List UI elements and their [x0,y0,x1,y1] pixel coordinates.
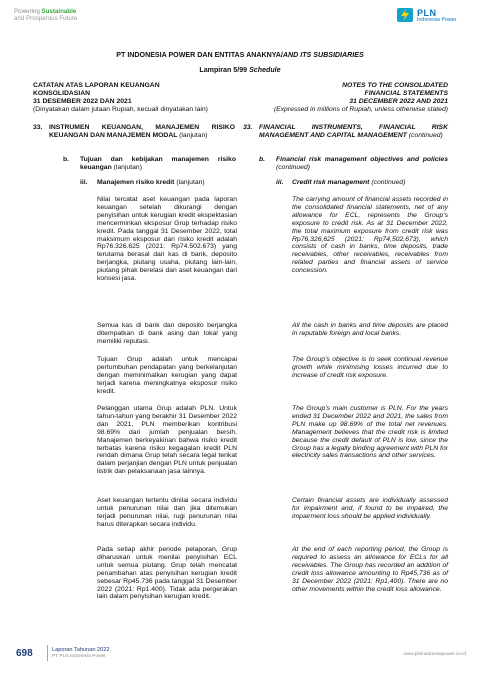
section-heading-right-cont: (continued) [408,131,443,139]
paragraph-id-3: Tujuan Grup adalah untuk mencapai pertumbuhan pendapatan yang berkelanjutan dengan meminimalkan kerugian yang dapat terjadi karena meningkatnya eksposur risiko kredit. [97,356,237,395]
paragraph-en-3: The Group's objective is to seek continual revenue growth while minimising losses incurred due to increase of credit risk exposure. [292,356,448,379]
caption-right-note: (Expressed in millions of Rupiah, unless otherwise stated) [273,105,448,113]
subsection-iii-heading-left-cont: (lanjutan) [176,179,205,186]
subsection-iii-number-left: iii. [80,179,88,186]
paragraph-en-6: At the end of each reporting period, the Group is required to assess an allowance for ECLs for all receivables. The Group has recorded an addition of credit loss allowance amounting to Rp45,736 as of 31 December 2022 (2021: Rp1,400). There are no other movements within the credit loss allowance. [292,546,448,593]
section-number-left: 33. [33,124,43,131]
paragraph-id-6: Pada setiap akhir periode pelaporan, Grup diharuskan untuk menilai penyisihan ECL untuk semua piutang. Grup telah mencatat penambahan atas penyisihan kerugian kredit sebesar Rp45.736 pada tanggal 31 Desember 2022 (2021: Rp1.400). Tidak ada pergerakan lain dalam penyisihan kerugian kredit. [97,546,237,601]
paragraph-id-4: Pelanggan utama Grup adalah PLN. Untuk tahun-tahun yang berakhir 31 Desember 2022 dan 2021, PLN memberikan kontribusi 98.69% dari jumlah penjualan bersih. Manajemen berkeyakinan bahwa risiko kredit terbatas karena risiko kegagalan kredit PLN rendah dimana Grup telah secara legal terikat dalam perjanjian dengan PLN untuk penjualan listrik dan pelaksanaan jasa lainnya. [97,405,237,476]
pln-logo-icon [396,7,414,23]
tagline-sub: and Prosperous Future [14,15,78,23]
subsection-iii-number-right: iii. [276,179,284,186]
paragraph-en-2: All the cash in banks and time deposits are placed in reputable foreign and local banks. [292,322,448,337]
tagline [14,8,77,22]
section-heading-right-text: FINANCIAL INSTRUMENTS, FINANCIAL RISK MANAGEMENT AND CAPITAL MANAGEMENT [259,124,448,139]
footer-report-sub: PT PLN Indonesia Power [52,653,106,659]
footer-divider [47,645,48,661]
subsection-iii-heading-right-cont: (continued) [371,179,406,186]
paragraph-id-1: Nilai tercatat aset keuangan pada laporan keuangan setelah dikurangi dengan penyisihan untuk kerugian kredit ekspektasian mencerminkan eksposur Grup terhadap risiko kredit. Pada tanggal 31 Desember 2022, total maksimum eksposur dari risiko kredit adalah Rp76.326.625 (2021: Rp74.502.673) yang terutama berasal dari kas di bank, deposito berjangka, piutang usaha, piutang lain-lain, piutang pihak berelasi dan aset keuangan dari konsesi jasa. [97,196,237,283]
schedule-en: Schedule [249,66,281,74]
company-title-id: PT INDONESIA POWER DAN ENTITAS ANAKNYA/ [116,51,283,59]
subsection-iii-heading-left-text: Manajemen risiko kredit [97,179,177,186]
subsection-b-heading-right-cont: (continued) [276,163,311,171]
paragraph-en-1: The carrying amount of financial assets recorded in the consolidated financial statements, net of any allowance for ECL, represents the Group's exposure to credit risk. As at 31 December 2022, the total maximum exposure from credit risk was Rp76,326,625 (2021: Rp74,502,673), which consists of cash in banks, time deposits, trade receivables, other receivables, receivables from related parties and financial assets of service concession. [292,196,448,275]
page-number: 698 [16,648,33,659]
subsection-b-letter-left: b. [63,156,70,163]
subsection-iii-heading-right [292,179,448,187]
caption-right-date: 31 DECEMBER 2022 AND 2021 [349,97,448,105]
section-number-right: 33. [243,124,253,131]
caption-left [33,82,238,114]
logo-name: PLN [417,8,437,18]
paragraph-en-5: Certain financial assets are individually assessed for impairment and, if found to be impaired, the impairment loss should be applied individually. [292,497,448,520]
tagline-emphasis: Sustainable [41,8,77,15]
section-heading-left [49,124,235,140]
paragraph-id-2: Semua kas di bank dan deposito berjangka ditempatkan di bank asing dan lokal yang memiliki reputasi. [97,322,237,345]
caption-right-title2: FINANCIAL STATEMENTS [364,89,448,97]
caption-left-date: 31 DESEMBER 2022 DAN 2021 [33,97,132,105]
schedule-id: Lampiran 5/99 [199,66,250,74]
caption-left-note: (Dinyatakan dalam jutaan Rupiah, kecuali dinyatakan lain) [33,105,208,113]
tagline-prefix: Powering [14,8,42,15]
section-heading-right [259,124,448,140]
subsection-b-letter-right: b. [259,156,266,163]
subsection-b-heading-right [276,156,448,172]
company-title [0,51,480,59]
caption-right-title1: NOTES TO THE CONSOLIDATED [342,82,448,89]
schedule-title [0,66,480,74]
logo-sub: Indonesia Power [417,17,457,23]
subsection-b-heading-left-cont: (lanjutan) [113,163,142,171]
subsection-b-heading-left [80,156,236,172]
paragraph-en-4: The Group's main customer is PLN. For the years ended 31 December 2022 and 2021, the sales from PLN make up 98.69% of the total net revenues. Management believes that the credit risk is limited because the credit default of PLN is low, since the Group has a legally binding agreement with PLN for electricity sales transactions and other services. [292,405,448,460]
footer-url: www.plnindonesiapower.co.id [403,652,466,657]
caption-left-title1: CATATAN ATAS LAPORAN KEUANGAN [33,82,160,89]
caption-right [236,82,448,114]
paragraph-id-5: Aset keuangan tertentu dinilai secara individu untuk penurunan nilai dan jika ditemukan terjadi penurunan nilai, rugi penurunan nilai harus diterapkan secara individu. [97,497,237,528]
pln-logo [396,6,466,24]
footer-report [52,647,109,660]
footer-report-title: Laporan Tahunan 2022 [52,647,110,653]
section-heading-left-cont: (lanjutan) [179,131,208,139]
subsection-b-heading-left-text: Tujuan dan kebijakan manajemen risiko keuangan [80,156,236,171]
company-title-en: AND ITS SUBSIDIARIES [282,51,364,59]
subsection-b-heading-right-text: Financial risk management objectives and policies [276,156,448,163]
subsection-iii-heading-right-text: Credit risk management [292,179,372,186]
section-heading-left-text: INSTRUMEN KEUANGAN, MANAJEMEN RISIKO KEUANGAN DAN MANAJEMEN MODAL [49,124,235,139]
subsection-iii-heading-left [97,179,237,187]
caption-left-title2: KONSOLIDASIAN [33,89,91,97]
